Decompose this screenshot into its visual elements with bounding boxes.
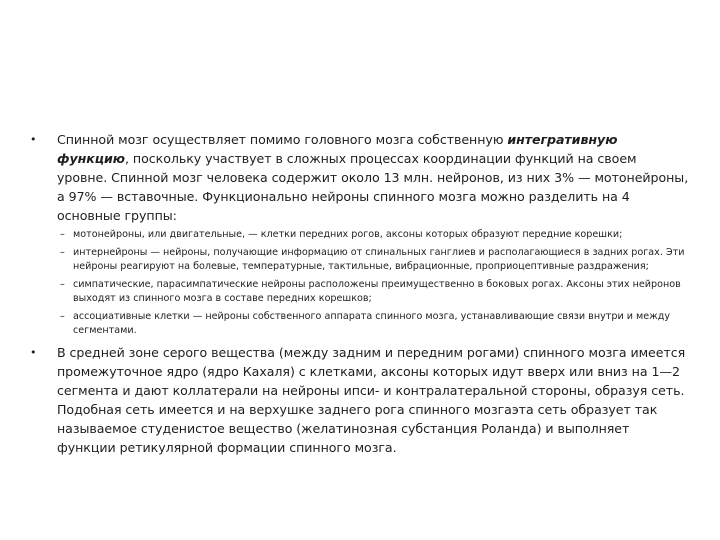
slide-content [30,130,690,457]
sub-bullet-marker: – [60,311,65,322]
sub-bullet-item [30,278,690,306]
sub-bullet-text: симпатические, парасимпатические нейроны расположены преимущественно в боковых рогах. Аксоны этих нейронов выходят из спинного мозга в составе передних корешков; [73,279,681,304]
sub-bullet-text: мотонейроны, или двигательные, — клетки передних рогов, аксоны которых образуют передние корешки; [73,229,623,240]
sub-bullet-item [30,228,690,242]
sub-bullet-marker: – [60,279,65,290]
sub-bullet-list [30,228,690,338]
sub-bullet-item [30,246,690,274]
bullet-text-suffix: , поскольку участвует в сложных процессах координации функций на своем уровне. Спинной мозг человека содержит около 13 млн. нейронов, из них 3% — мотонейроны, а 97% — вставочные. Функционально нейроны спинного мозга можно разделить на 4 основные группы: [57,151,689,223]
bullet-item [30,343,690,457]
sub-bullet-text: ассоциативные клетки — нейроны собственного аппарата спинного мозга, устанавливающие связи внутри и между сегментами. [73,311,671,336]
bullet-marker: • [30,133,37,146]
bullet-text-prefix: Спинной мозг осуществляет помимо головного мозга собственную [57,132,508,147]
bullet-marker: • [30,346,37,359]
sub-bullet-item [30,310,690,338]
bullet-text: В средней зоне серого вещества (между задним и передним рогами) спинного мозга имеется промежуточное ядро (ядро Кахаля) с клетками, аксоны которых идут вверх или вниз на 1—2 сегмента и дают коллатерали на нейроны ипси- и контралатеральной стороны, образуя сеть. Подобная сеть имеется и на верхушке заднего рога спинного мозгаэта сеть образует так называемое студенистое вещество (желатинозная субстанция Роланда) и выполняет функции ретикулярной формации спинного мозга. [57,345,686,455]
sub-bullet-marker: – [60,229,65,240]
sub-bullet-text: интернейроны — нейроны, получающие информацию от спинальных ганглиев и располагающиеся в задних рогах. Эти нейроны реагируют на болевые, температурные, тактильные, вибрационные, проприоцептивные раздражения; [73,247,685,272]
bullet-text-emphasis: интегративную функцию [57,132,618,166]
sub-bullet-marker: – [60,247,65,258]
bullet-item [30,130,690,225]
